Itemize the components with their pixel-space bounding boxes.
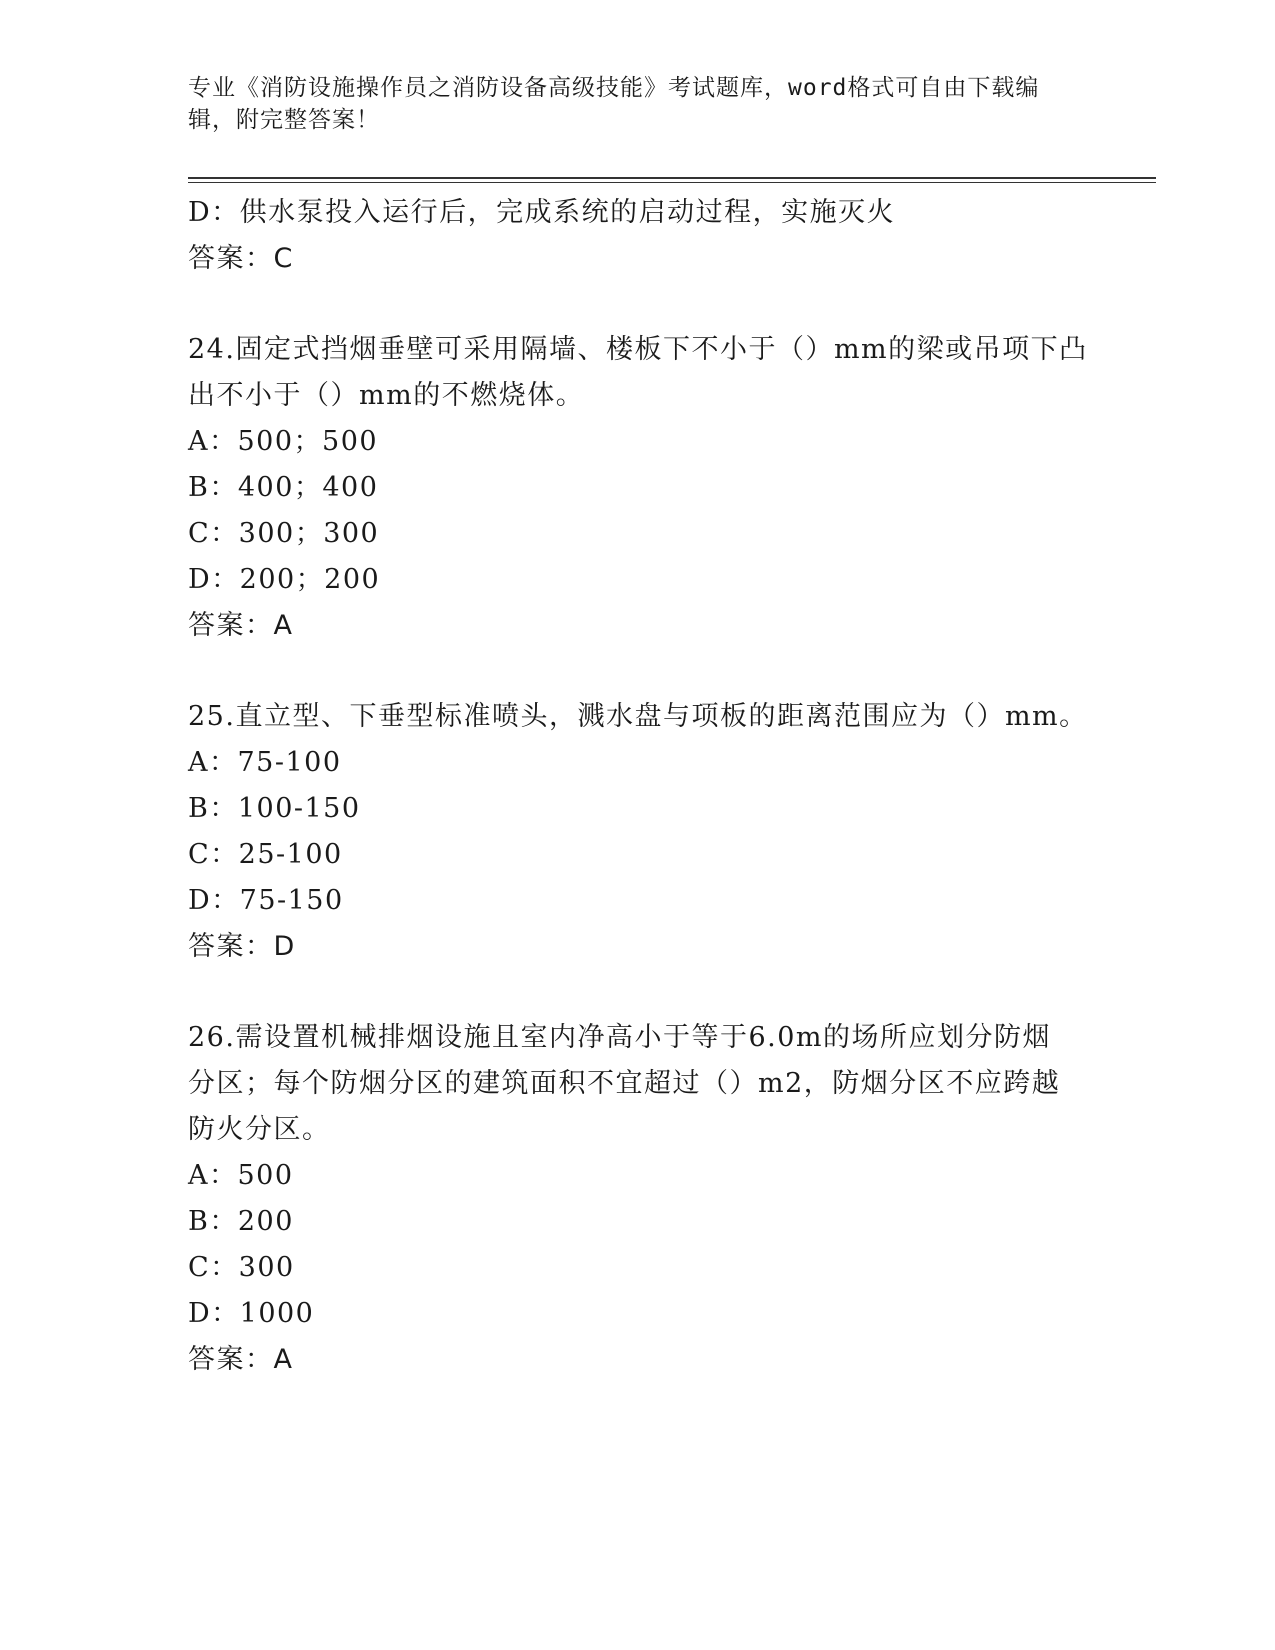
question-text-line: 24.固定式挡烟垂壁可采用隔墙、楼板下不小于（）mm的梁或吊项下凸 xyxy=(188,334,1088,365)
spacer xyxy=(188,282,1088,327)
option-b: B：100-150 xyxy=(188,793,361,824)
question-text-line: 分区；每个防烟分区的建筑面积不宜超过（）m2，防烟分区不应跨越 xyxy=(188,1068,1061,1099)
question-text xyxy=(188,327,1088,419)
question-26 xyxy=(188,1015,1088,1383)
spacer xyxy=(188,649,1088,694)
option-a: A：500 xyxy=(188,1160,294,1191)
answer-line: 答案：A xyxy=(188,1344,294,1375)
option-b: B：200 xyxy=(188,1206,294,1237)
question-text-line: 25.直立型、下垂型标准喷头，溅水盘与项板的距离范围应为（）mm。 xyxy=(188,701,1088,732)
header-line-2: 辑，附完整答案！ xyxy=(188,107,380,133)
header-line-1: 专业《消防设施操作员之消防设备高级技能》考试题库，word格式可自由下载编 xyxy=(188,75,1040,101)
answer-line: 答案：A xyxy=(188,610,294,641)
option-c: C：300；300 xyxy=(188,518,380,549)
answer-line: 答案：C xyxy=(188,243,294,274)
option-a: A：75-100 xyxy=(188,747,342,778)
question-text-line: 出不小于（）mm的不燃烧体。 xyxy=(188,380,585,411)
spacer xyxy=(188,970,1088,1015)
document-header xyxy=(188,72,1068,136)
option-b: B：400；400 xyxy=(188,472,379,503)
question-25 xyxy=(188,694,1088,970)
answer-line: 答案：D xyxy=(188,931,296,962)
header-rule-thin xyxy=(188,182,1156,183)
question-content xyxy=(188,190,1088,1383)
question-24 xyxy=(188,327,1088,649)
question-text xyxy=(188,694,1088,740)
question-text xyxy=(188,1015,1088,1153)
option-c: C：300 xyxy=(188,1252,295,1283)
option-d: D：75-150 xyxy=(188,885,344,916)
option-c: C：25-100 xyxy=(188,839,343,870)
question-text-line: 26.需设置机械排烟设施且室内净高小于等于6.0m的场所应划分防烟 xyxy=(188,1022,1051,1053)
header-rule-thick xyxy=(188,177,1156,179)
option-d: D：1000 xyxy=(188,1298,315,1329)
previous-question-tail xyxy=(188,190,1088,282)
option-d: D：供水泵投入运行后，完成系统的启动过程，实施灭火 xyxy=(188,197,896,228)
question-text-line: 防火分区。 xyxy=(188,1114,331,1145)
option-a: A：500；500 xyxy=(188,426,379,457)
option-d: D：200；200 xyxy=(188,564,381,595)
